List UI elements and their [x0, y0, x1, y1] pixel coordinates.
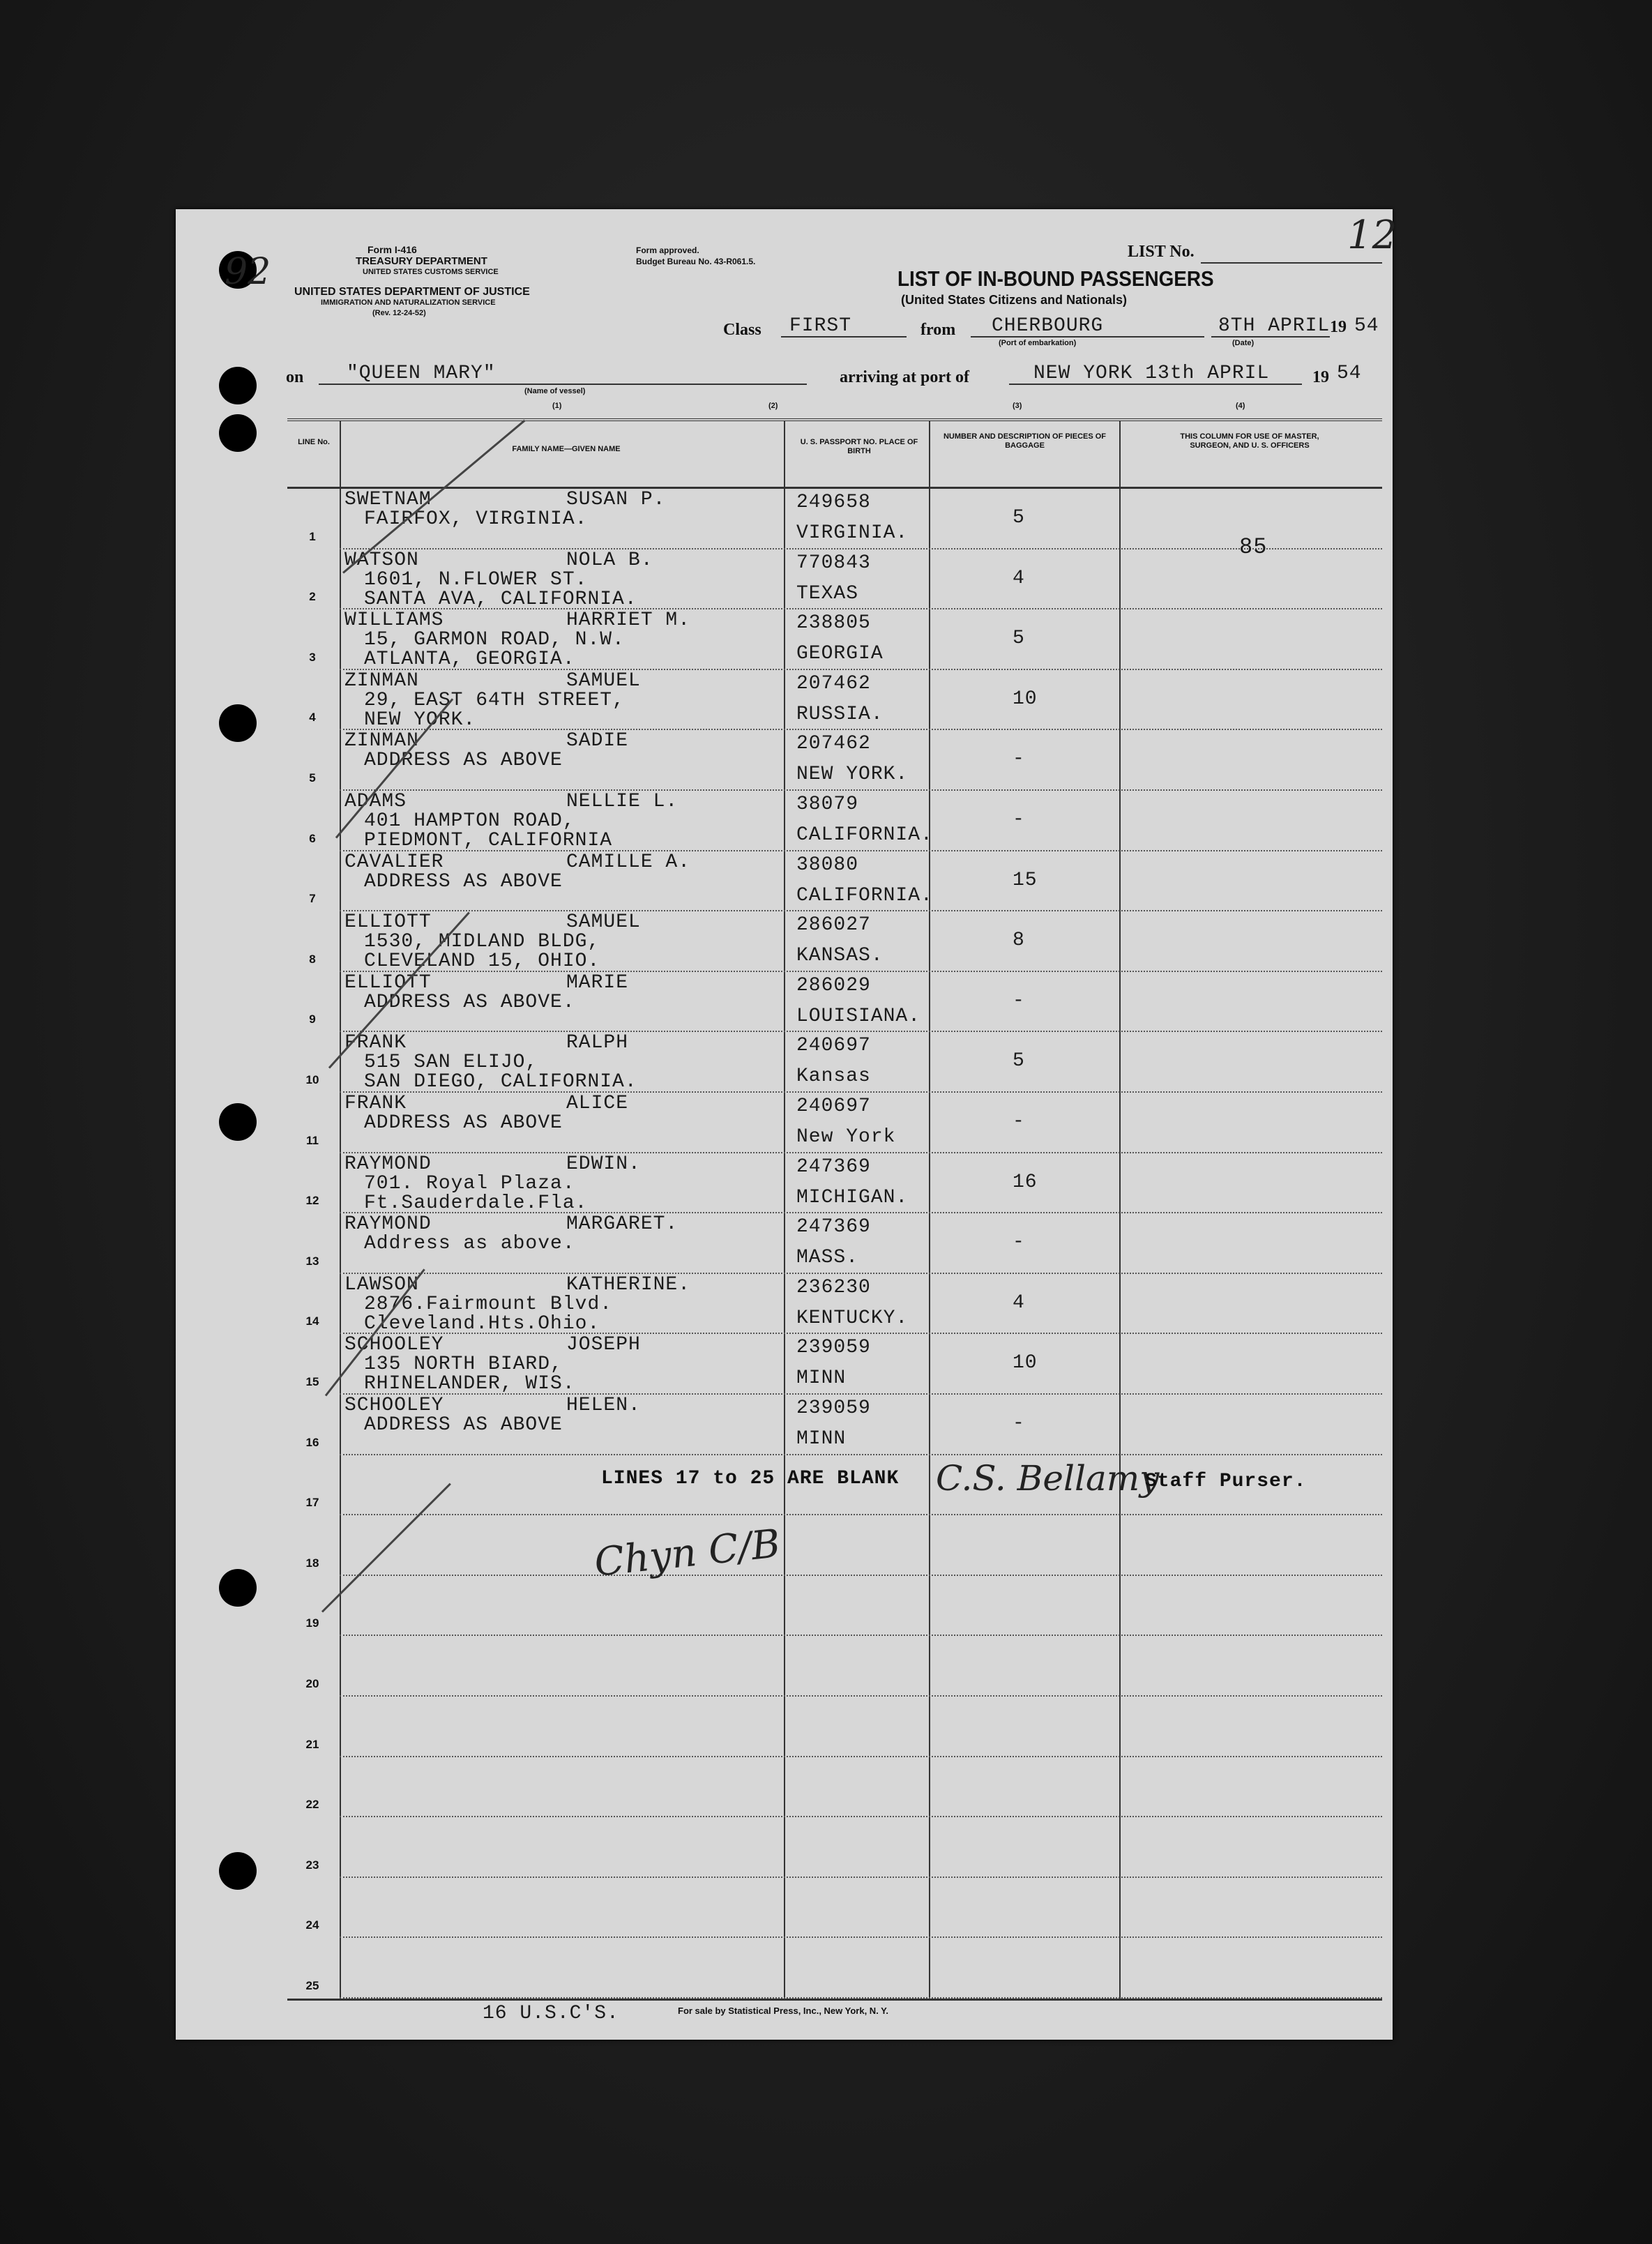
list-no-value: 12	[1347, 213, 1397, 258]
header-bottom-rule	[287, 487, 1382, 489]
address-line-1: ADDRESS AS ABOVE	[364, 750, 563, 771]
punch-hole	[219, 1569, 257, 1607]
line-number: 20	[305, 1677, 319, 1690]
line-number: 9	[309, 1013, 316, 1026]
address-line-1: ADDRESS AS ABOVE	[364, 1112, 563, 1134]
printer-credit: For sale by Statistical Press, Inc., New York, N. Y.	[678, 2006, 889, 2016]
passport-number: 286027	[796, 914, 871, 936]
place-of-birth: RUSSIA.	[796, 704, 884, 725]
year-prefix: 19	[1330, 318, 1347, 336]
arriving-label: arriving at port of	[840, 368, 969, 386]
baggage-count: -	[1013, 1231, 1025, 1253]
manifest-page	[176, 209, 1397, 2040]
passport-number: 207462	[796, 733, 871, 755]
column-3-number: (3)	[1013, 402, 1022, 410]
address-line-1: 515 SAN ELIJO,	[364, 1052, 538, 1073]
given-name: SADIE	[566, 730, 629, 752]
passport-number: 286029	[796, 975, 871, 996]
baggage-count: 4	[1013, 1292, 1025, 1314]
address-line-2: Cleveland.Hts.Ohio.	[364, 1313, 600, 1335]
purser-signature: C.S. Bellamy	[936, 1458, 1160, 1499]
column-1-number: (1)	[552, 402, 562, 410]
class-value: FIRST	[789, 315, 852, 337]
line-number: 5	[309, 771, 316, 784]
place-of-birth: CALIFORNIA.	[796, 885, 933, 907]
place-of-birth: TEXAS	[796, 583, 859, 605]
passport-number: 38080	[796, 854, 859, 876]
row-rule	[340, 1454, 1382, 1455]
baggage-count: 10	[1013, 688, 1038, 710]
address-line-1: Address as above.	[364, 1233, 575, 1254]
line-number: 4	[309, 711, 316, 724]
column-2-number: (2)	[768, 402, 778, 410]
budget-bureau: Budget Bureau No. 43-R061.5.	[636, 257, 756, 266]
line-number: 12	[305, 1194, 319, 1207]
place-of-birth: GEORGIA	[796, 643, 884, 665]
passport-number: 38079	[796, 794, 859, 815]
address-line-1: ADDRESS AS ABOVE	[364, 871, 563, 893]
address-line-1: 135 NORTH BIARD,	[364, 1354, 563, 1375]
class-underline	[781, 336, 907, 338]
address-line-2: NEW YORK.	[364, 709, 476, 731]
given-name: MARGARET.	[566, 1213, 679, 1235]
immigration-service: IMMIGRATION AND NATURALIZATION SERVICE	[321, 298, 496, 307]
address-line-2: CLEVELAND 15, OHIO.	[364, 950, 600, 972]
given-name: HELEN.	[566, 1395, 641, 1416]
line-number: 22	[305, 1798, 319, 1811]
form-number: Form I-416	[367, 244, 417, 255]
passport-number: 207462	[796, 673, 871, 695]
row-rule	[340, 789, 1382, 791]
address-line-1: 701. Royal Plaza.	[364, 1173, 575, 1195]
arrival-port-date: NEW YORK 13th APRIL	[1033, 363, 1270, 384]
address-line-2: SANTA AVA, CALIFORNIA.	[364, 589, 637, 610]
address-line-2: Ft.Sauderdale.Fla.	[364, 1192, 588, 1214]
passenger-count: 16 U.S.C'S.	[483, 2003, 619, 2024]
vessel-underline	[319, 384, 807, 385]
baggage-count: -	[1013, 809, 1025, 831]
row-rule	[340, 729, 1382, 730]
year-value: 54	[1354, 315, 1379, 337]
treasury-department: TREASURY DEPARTMENT	[356, 255, 487, 267]
punch-hole	[219, 704, 257, 742]
place-of-birth: MINN	[796, 1428, 847, 1450]
header-passport: U. S. PASSPORT NO. PLACE OF BIRTH	[800, 438, 918, 455]
form-title: LIST OF IN-BOUND PASSENGERS	[897, 266, 1214, 291]
address-line-1: 2876.Fairmount Blvd.	[364, 1294, 613, 1315]
family-name: RAYMOND	[344, 1153, 432, 1175]
row-rule	[340, 1695, 1382, 1697]
line-number: 7	[309, 892, 316, 905]
family-name: SWETNAM	[344, 489, 432, 510]
row-rule	[340, 1152, 1382, 1153]
header-name: FAMILY NAME—GIVEN NAME	[512, 445, 621, 453]
row-rule	[340, 1756, 1382, 1757]
passport-number: 249658	[796, 492, 871, 513]
row-rule	[340, 1031, 1382, 1032]
given-name: NELLIE L.	[566, 791, 679, 812]
baggage-count: 5	[1013, 628, 1025, 649]
passport-divider	[929, 421, 930, 1999]
passenger-table	[287, 418, 1382, 2001]
baggage-count: 10	[1013, 1352, 1038, 1374]
place-of-birth: KENTUCKY.	[796, 1307, 909, 1329]
line-number: 17	[305, 1496, 319, 1509]
line-number: 11	[306, 1134, 319, 1147]
baggage-count: 5	[1013, 507, 1025, 529]
baggage-count: 16	[1013, 1172, 1038, 1193]
place-of-birth: MASS.	[796, 1247, 859, 1268]
family-name: FRANK	[344, 1093, 407, 1114]
baggage-count: -	[1013, 748, 1025, 770]
row-rule	[340, 1936, 1382, 1938]
row-rule	[340, 1877, 1382, 1878]
address-line-1: ADDRESS AS ABOVE.	[364, 992, 575, 1013]
from-label: from	[920, 321, 956, 339]
arrival-year-prefix: 19	[1312, 368, 1329, 386]
punch-hole	[219, 1852, 257, 1890]
family-name: RAYMOND	[344, 1213, 432, 1235]
place-of-birth: New York	[796, 1126, 896, 1148]
family-name: ZINMAN	[344, 730, 419, 752]
given-name: EDWIN.	[566, 1153, 641, 1175]
port-caption: (Port of embarkation)	[999, 339, 1077, 347]
port-of-embarkation: CHERBOURG	[992, 315, 1104, 337]
passport-number: 770843	[796, 552, 871, 574]
given-name: CAMILLE A.	[566, 851, 691, 873]
revision-date: (Rev. 12-24-52)	[372, 309, 426, 317]
line-number: 23	[305, 1858, 319, 1872]
line-number: 16	[305, 1436, 319, 1449]
given-name: KATHERINE.	[566, 1274, 691, 1296]
header-officers: THIS COLUMN FOR USE OF MASTER, SURGEON, AND U. S. OFFICERS	[1180, 432, 1319, 450]
address-line-2: PIEDMONT, CALIFORNIA	[364, 830, 613, 851]
address-line-2: RHINELANDER, WIS.	[364, 1373, 575, 1395]
class-label: Class	[723, 321, 761, 339]
place-of-birth: MINN	[796, 1367, 847, 1389]
baggage-count: 4	[1013, 568, 1025, 589]
given-name: HARRIET M.	[566, 609, 691, 631]
address-line-1: FAIRFOX, VIRGINIA.	[364, 508, 588, 530]
address-line-1: 401 HAMPTON ROAD,	[364, 810, 575, 832]
departure-date: 8TH APRIL	[1218, 315, 1331, 337]
line-number: 1	[309, 530, 316, 543]
passport-number: 247369	[796, 1216, 871, 1238]
passport-number: 239059	[796, 1397, 871, 1419]
line-no-divider	[340, 421, 341, 1999]
passport-number: 239059	[796, 1337, 871, 1358]
address-line-1: 1530, MIDLAND BLDG,	[364, 931, 600, 953]
family-name: ELLIOTT	[344, 911, 432, 933]
place-of-birth: Kansas	[796, 1066, 871, 1087]
row-rule	[340, 1635, 1382, 1636]
line-number: 21	[305, 1738, 319, 1751]
given-name: MARIE	[566, 972, 629, 994]
punch-hole	[219, 367, 257, 404]
baggage-count: 5	[1013, 1050, 1025, 1072]
line-number: 15	[305, 1375, 319, 1388]
address-line-1: 29, EAST 64TH STREET,	[364, 690, 625, 711]
vessel-name: "QUEEN MARY"	[347, 363, 496, 384]
place-of-birth: LOUISIANA.	[796, 1006, 921, 1027]
family-name: ELLIOTT	[344, 972, 432, 994]
address-line-2: SAN DIEGO, CALIFORNIA.	[364, 1071, 637, 1093]
given-name: SUSAN P.	[566, 489, 666, 510]
form-subtitle: (United States Citizens and Nationals)	[901, 293, 1128, 307]
family-name: WATSON	[344, 549, 419, 571]
baggage-divider	[1119, 421, 1121, 1999]
baggage-count: -	[1013, 1413, 1025, 1434]
list-no-underline	[1201, 262, 1382, 264]
family-name: ADAMS	[344, 791, 407, 812]
given-name: SAMUEL	[566, 670, 641, 692]
row-rule	[340, 910, 1382, 911]
header-line-no: LINE No.	[298, 438, 330, 446]
row-rule	[340, 1514, 1382, 1515]
passport-number: 247369	[796, 1156, 871, 1178]
row-rule	[340, 548, 1382, 549]
line-number: 24	[305, 1918, 319, 1932]
family-name: FRANK	[344, 1032, 407, 1054]
given-name: JOSEPH	[566, 1334, 641, 1356]
on-label: on	[286, 368, 304, 386]
date-caption: (Date)	[1232, 339, 1255, 347]
family-name: CAVALIER	[344, 851, 444, 873]
line-number: 19	[305, 1616, 319, 1630]
punch-hole	[219, 414, 257, 452]
address-line-2: ATLANTA, GEORGIA.	[364, 649, 575, 670]
family-name: SCHOOLEY	[344, 1334, 444, 1356]
family-name: WILLIAMS	[344, 609, 444, 631]
row-rule	[340, 1575, 1382, 1576]
header-baggage: NUMBER AND DESCRIPTION OF PIECES OF BAGGAGE	[943, 432, 1107, 450]
row-rule	[340, 1816, 1382, 1817]
family-name: ZINMAN	[344, 670, 419, 692]
margin-note: 92	[225, 251, 271, 293]
customs-service: UNITED STATES CUSTOMS SERVICE	[363, 268, 499, 276]
place-of-birth: KANSAS.	[796, 945, 884, 966]
place-of-birth: NEW YORK.	[796, 764, 909, 785]
family-name: SCHOOLEY	[344, 1395, 444, 1416]
row-rule	[340, 1997, 1382, 1999]
place-of-birth: MICHIGAN.	[796, 1187, 909, 1208]
given-name: NOLA B.	[566, 549, 653, 571]
purser-title: Staff Purser.	[1145, 1471, 1307, 1492]
passport-number: 240697	[796, 1035, 871, 1056]
address-line-1: 15, GARMON ROAD, N.W.	[364, 629, 625, 651]
line-number: 25	[305, 1979, 319, 1992]
baggage-count: -	[1013, 1111, 1025, 1132]
line-number: 3	[309, 651, 316, 664]
given-name: ALICE	[566, 1093, 629, 1114]
passport-number: 240697	[796, 1096, 871, 1117]
port-underline	[971, 336, 1204, 338]
line-number: 18	[305, 1556, 319, 1570]
given-name: SAMUEL	[566, 911, 641, 933]
line-number: 10	[305, 1073, 319, 1086]
list-no-label: LIST No.	[1128, 243, 1195, 261]
column-4-number: (4)	[1236, 402, 1245, 410]
line-number: 14	[305, 1314, 319, 1328]
row-rule	[340, 1273, 1382, 1274]
line-number: 2	[309, 590, 316, 603]
officer-note: 85	[1239, 533, 1268, 560]
passport-number: 236230	[796, 1277, 871, 1298]
given-name: RALPH	[566, 1032, 629, 1054]
justice-department: UNITED STATES DEPARTMENT OF JUSTICE	[294, 286, 530, 298]
baggage-count: -	[1013, 990, 1025, 1012]
arrival-underline	[1009, 384, 1302, 385]
address-line-1: ADDRESS AS ABOVE	[364, 1414, 563, 1436]
blank-lines-note: LINES 17 to 25 ARE BLANK	[601, 1468, 900, 1489]
line-number: 6	[309, 832, 316, 845]
address-line-1: 1601, N.FLOWER ST.	[364, 569, 588, 591]
place-of-birth: VIRGINIA.	[796, 522, 909, 544]
passport-number: 238805	[796, 612, 871, 634]
line-number: 8	[309, 953, 316, 966]
date-underline	[1211, 336, 1330, 338]
line-number: 13	[305, 1254, 319, 1268]
vessel-caption: (Name of vessel)	[524, 387, 586, 395]
inspector-initials: Chyn C/B	[592, 1521, 782, 1586]
punch-hole	[219, 1103, 257, 1141]
place-of-birth: CALIFORNIA.	[796, 824, 933, 846]
baggage-count: 15	[1013, 870, 1038, 891]
baggage-count: 8	[1013, 930, 1025, 951]
form-approved: Form approved.	[636, 245, 699, 255]
name-divider	[784, 421, 785, 1999]
arrival-year: 54	[1337, 363, 1362, 384]
family-name: LAWSON	[344, 1274, 419, 1296]
